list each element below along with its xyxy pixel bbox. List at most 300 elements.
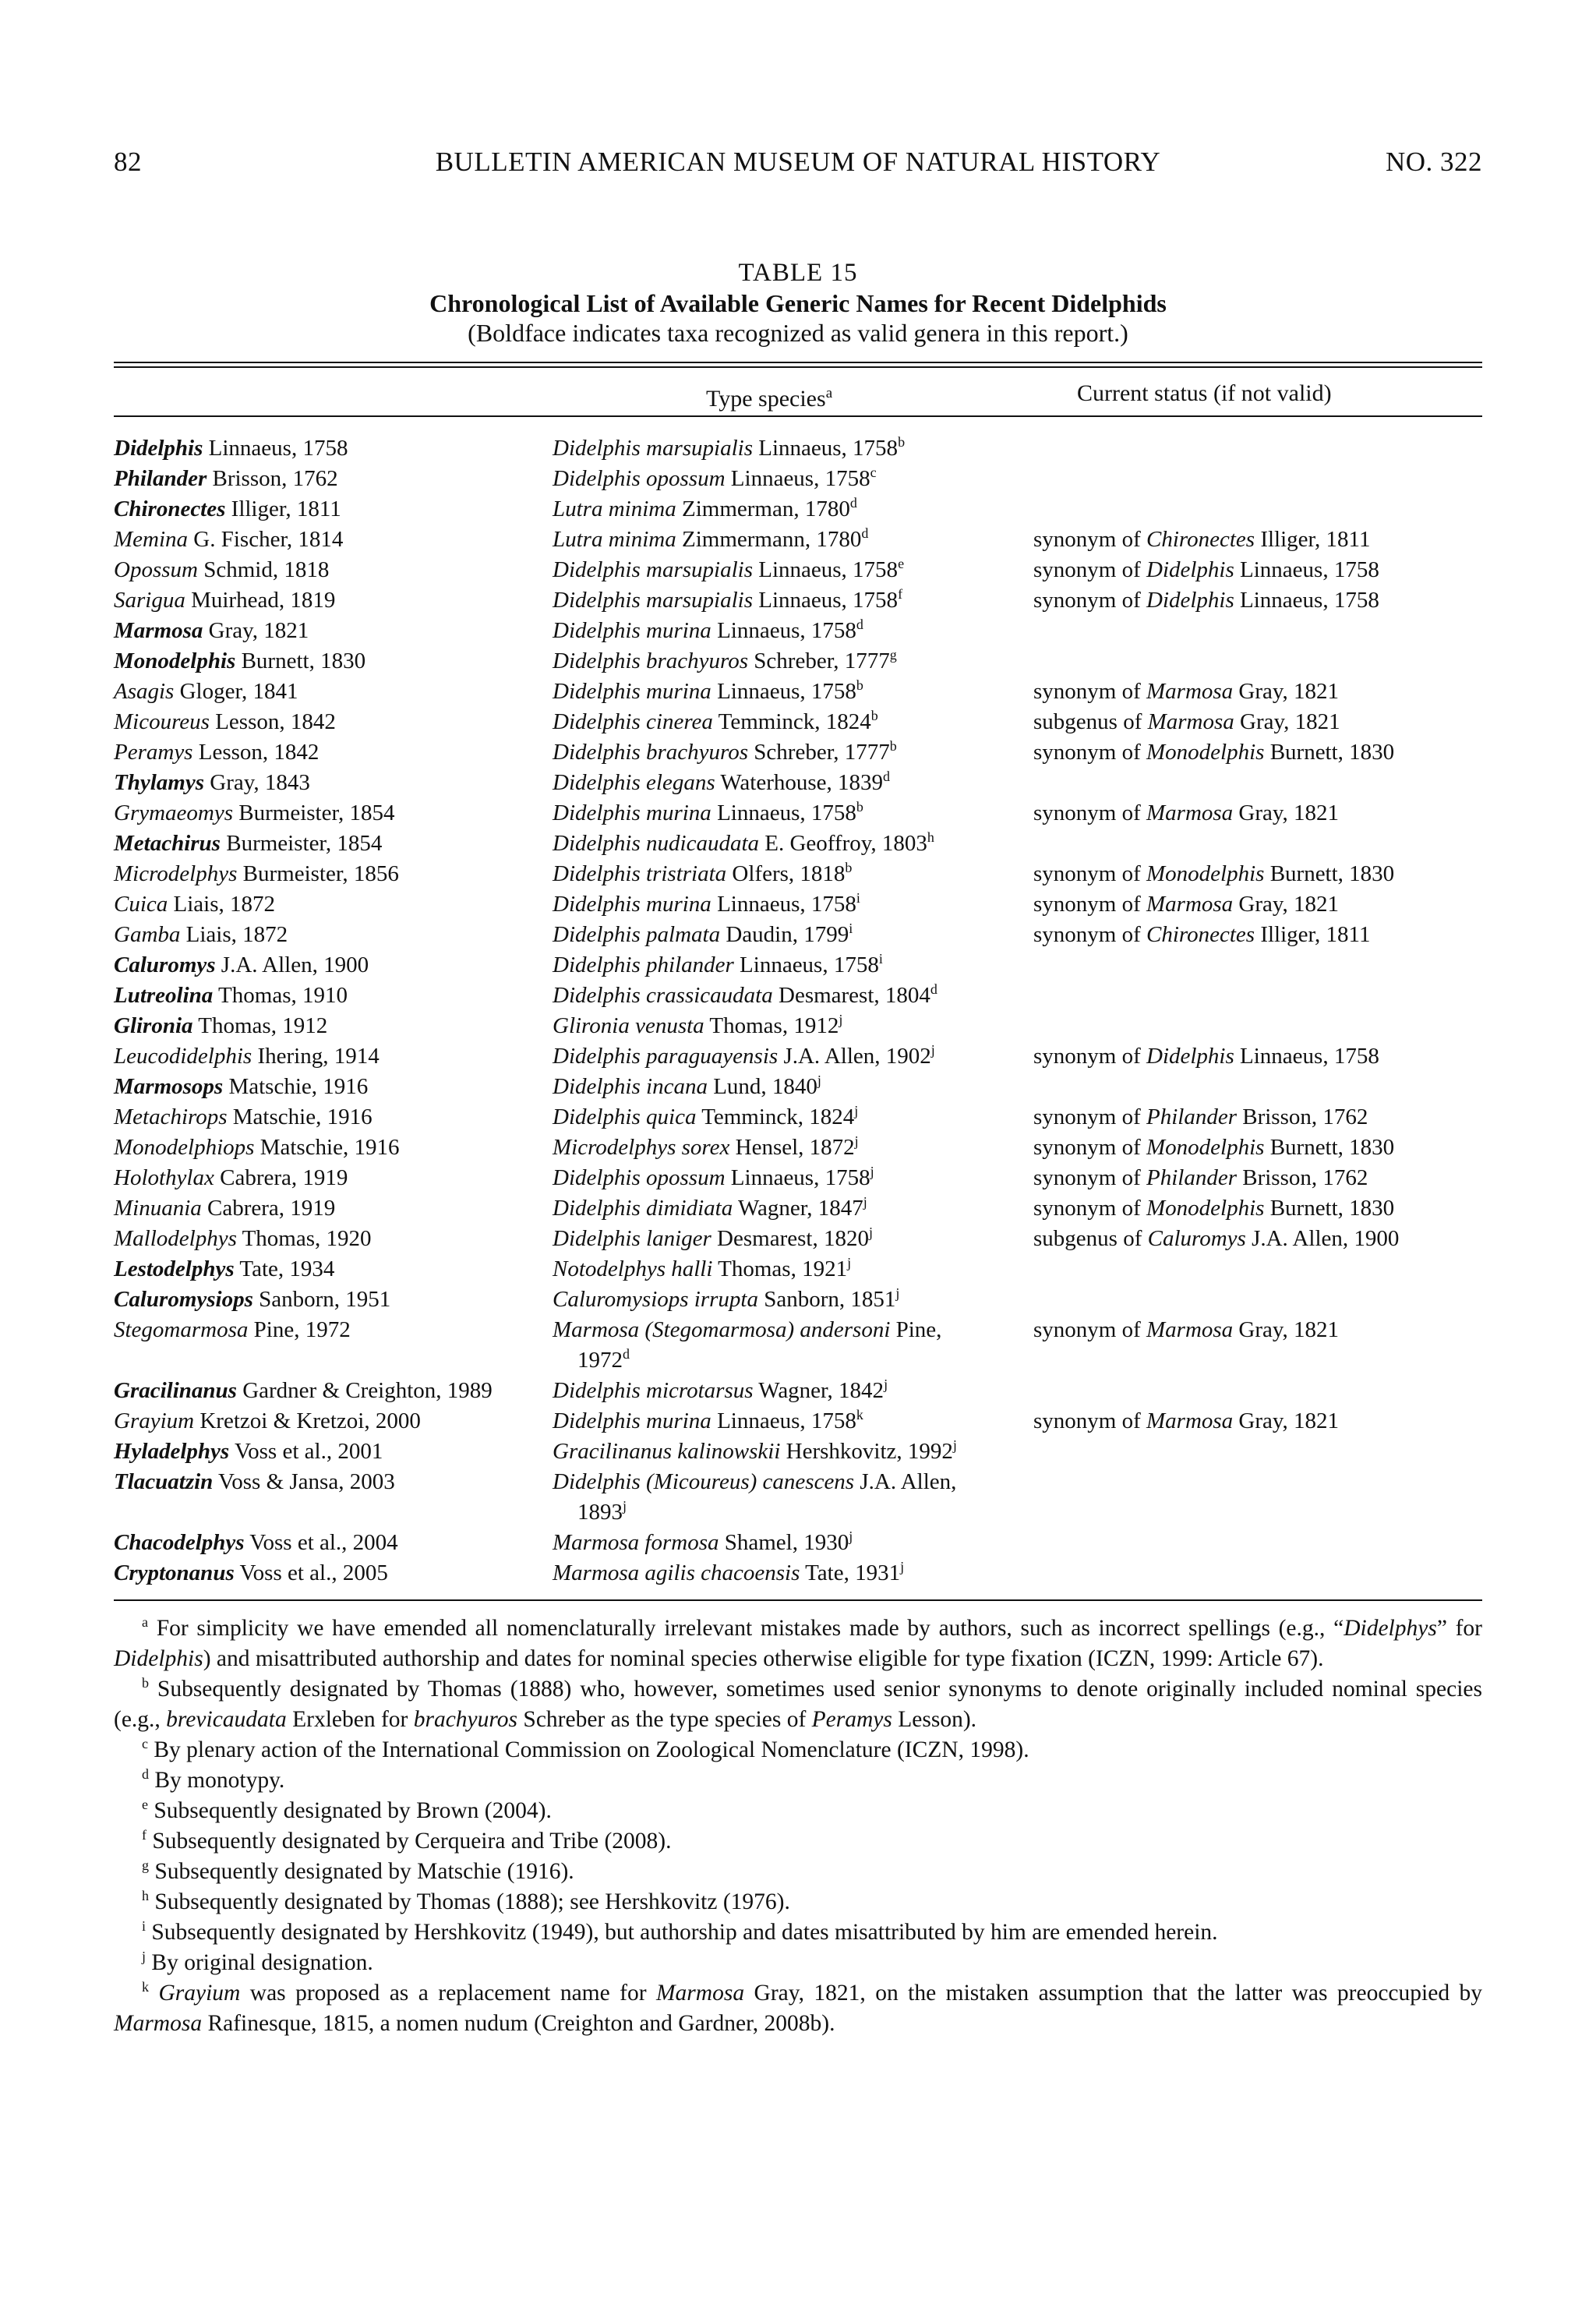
footnote-f: $^f$ Subsequently designated by Cerqueira and Tribe (2008). (142, 1827, 672, 1854)
status-genus: Didelphis (1146, 1044, 1234, 1069)
table-title: Chronological List of Available Generic Names for Recent Didelphids (429, 289, 1167, 317)
type-species-name: Didelphis marsupialis (553, 436, 753, 461)
status-cell (1033, 677, 1482, 707)
type-species-cell (553, 1193, 1033, 1224)
type-species-cell (553, 1528, 1033, 1558)
table-row (114, 1254, 1482, 1285)
footnote-mark: j (623, 1498, 627, 1514)
status-cell (1033, 616, 1482, 646)
genus-name: Opossum (114, 557, 198, 582)
footnote-mark: j (854, 1103, 859, 1119)
type-species-cell (553, 525, 1033, 555)
genus-cell (114, 1011, 553, 1041)
type-species-authority: Wagner, 1842 (758, 1378, 885, 1403)
footnote-i: $^i$ Subsequently designated by Hershkovitz (1949), but authorship and dates misattributed by him are emended herein. (142, 1918, 1218, 1945)
footnote-mark: b (889, 738, 897, 754)
table-caption (114, 257, 1482, 348)
genus-name: Monodelphis (114, 649, 236, 673)
status-cell (1033, 1376, 1482, 1406)
genus-name: Gracilinanus (114, 1378, 237, 1403)
genus-name: Lestodelphys (114, 1256, 235, 1281)
type-species-name: Didelphis marsupialis (553, 557, 753, 582)
footnote-h: $^h$ Subsequently designated by Thomas (1888); see Hershkovitz (1976). (142, 1888, 790, 1914)
genus-authority: Linnaeus, 1758 (208, 436, 348, 461)
genus-cell (114, 1437, 553, 1467)
status-cell (1033, 1133, 1482, 1163)
type-species-authority: Daudin, 1799 (726, 922, 849, 947)
table-row (114, 950, 1482, 981)
table-row (114, 1376, 1482, 1406)
footnote-mark: j (900, 1559, 905, 1575)
genus-authority: Pine, 1972 (253, 1317, 351, 1342)
type-species-name: Didelphis elegans (553, 770, 715, 795)
type-species-name: Didelphis brachyuros (553, 649, 749, 673)
genus-name: Leucodidelphis (114, 1044, 252, 1069)
genus-name: Thylamys (114, 770, 204, 795)
type-species-authority: J.A. Allen, 1902 (783, 1044, 931, 1069)
status-relation: synonym of (1033, 892, 1141, 917)
genus-name: Hyladelphys (114, 1439, 230, 1464)
genus-cell (114, 1072, 553, 1102)
table-row (114, 798, 1482, 829)
genus-authority: Lesson, 1842 (198, 740, 320, 765)
type-species-authority: Linnaeus, 1758 (730, 466, 870, 491)
genus-authority: Matschie, 1916 (260, 1135, 400, 1160)
type-species-cell (553, 1163, 1033, 1193)
genus-authority: Cabrera, 1919 (220, 1165, 348, 1190)
status-authority: Linnaeus, 1758 (1240, 557, 1379, 582)
table-subtitle: (Boldface indicates taxa recognized as valid genera in this report.) (468, 319, 1128, 347)
genus-cell (114, 1133, 553, 1163)
table-row (114, 646, 1482, 677)
status-cell (1033, 1011, 1482, 1041)
footnote-g: $^g$ Subsequently designated by Matschie (1916). (142, 1857, 574, 1884)
status-authority: Linnaeus, 1758 (1240, 588, 1379, 613)
table-row (114, 1133, 1482, 1163)
status-cell (1033, 1224, 1482, 1254)
type-species-cell (553, 859, 1033, 889)
type-species-authority: Desmarest, 1804 (779, 983, 930, 1008)
footnote-mark: j (952, 1437, 957, 1453)
genus-name: Asagis (114, 679, 175, 704)
status-relation: synonym of (1033, 922, 1141, 947)
type-species-cell (553, 1558, 1033, 1589)
status-genus: Chironectes (1146, 922, 1255, 947)
type-species-cell (553, 981, 1033, 1011)
type-species-authority: Olfers, 1818 (732, 861, 846, 886)
table-row (114, 494, 1482, 525)
journal-title: BULLETIN AMERICAN MUSEUM OF NATURAL HISTORY (435, 147, 1161, 177)
status-authority: Burnett, 1830 (1269, 1135, 1395, 1160)
genus-authority: Muirhead, 1819 (191, 588, 336, 613)
genus-cell (114, 1315, 553, 1376)
status-cell (1033, 829, 1482, 859)
type-species-cell (553, 768, 1033, 798)
col-header-status: Current status (if not valid) (1077, 380, 1332, 406)
status-authority: Brisson, 1762 (1242, 1104, 1368, 1129)
table-bottom-rule (114, 1599, 1482, 1601)
type-species-authority: Linnaeus, 1758 (717, 892, 856, 917)
genus-name: Mallodelphys (114, 1226, 237, 1251)
genus-authority: Kretzoi & Kretzoi, 2000 (200, 1408, 421, 1433)
type-species-name: Didelphis opossum (553, 466, 726, 491)
genus-cell (114, 1102, 553, 1133)
footnote-mark: b (898, 434, 906, 450)
status-cell (1033, 768, 1482, 798)
footnote-mark: i (849, 921, 853, 936)
table-row (114, 859, 1482, 889)
type-species-continuation (553, 1345, 1022, 1376)
type-species-name: Didelphis incana (553, 1074, 708, 1099)
type-species-authority: Linnaeus, 1758 (730, 1165, 870, 1190)
status-cell (1033, 1041, 1482, 1072)
status-cell (1033, 1467, 1482, 1528)
status-genus: Philander (1146, 1104, 1237, 1129)
type-species-authority: Linnaeus, 1758 (758, 588, 899, 613)
genus-name: Didelphis (114, 436, 203, 461)
genus-authority: Burmeister, 1856 (242, 861, 399, 886)
genus-authority: Tate, 1934 (239, 1256, 335, 1281)
genus-cell (114, 646, 553, 677)
status-relation: synonym of (1033, 861, 1141, 886)
type-species-name: Lutra minima (553, 527, 676, 552)
footnote-mark: i (856, 890, 860, 906)
footnote-mark: j (930, 1042, 935, 1058)
type-species-cell (553, 889, 1033, 920)
genus-cell (114, 1224, 553, 1254)
footnote-mark: j (839, 1012, 843, 1027)
type-species-name: Didelphis brachyuros (553, 740, 749, 765)
footnote-mark: b (845, 860, 853, 875)
status-authority: Gray, 1821 (1240, 709, 1340, 734)
table-footnotes (114, 1613, 1482, 2039)
type-species-authority: E. Geoffroy, 1803 (764, 831, 927, 856)
type-species-authority: Linnaeus, 1758 (717, 1408, 856, 1433)
genus-cell (114, 1406, 553, 1437)
footnote-mark: d (883, 769, 891, 784)
status-genus: Monodelphis (1146, 861, 1265, 886)
type-species-name: Didelphis dimidiata (553, 1196, 733, 1221)
genus-cell (114, 433, 553, 464)
genus-name: Microdelphys (114, 861, 238, 886)
genus-cell (114, 494, 553, 525)
type-species-cell (553, 1011, 1033, 1041)
status-relation: subgenus of (1033, 1226, 1142, 1251)
type-species-name: Didelphis cinerea (553, 709, 713, 734)
genus-name: Minuania (114, 1196, 202, 1221)
status-cell (1033, 1406, 1482, 1437)
footnote-mark: j (895, 1285, 900, 1301)
type-species-cell (553, 798, 1033, 829)
footnote-mark: d (930, 981, 937, 997)
type-species-cell (553, 950, 1033, 981)
table-row (114, 1163, 1482, 1193)
table-row (114, 433, 1482, 464)
type-species-name: Didelphis (Micoureus) canescens (553, 1469, 855, 1494)
genus-authority: Illiger, 1811 (231, 497, 341, 521)
type-species-name: Didelphis nudicaudata (553, 831, 760, 856)
type-species-cell (553, 1133, 1033, 1163)
status-cell (1033, 1102, 1482, 1133)
status-cell (1033, 798, 1482, 829)
genus-cell (114, 525, 553, 555)
type-species-continuation (553, 1497, 1022, 1528)
genus-name: Metachirus (114, 831, 221, 856)
status-genus: Monodelphis (1146, 1135, 1265, 1160)
type-species-name: Glironia venusta (553, 1013, 704, 1038)
genus-cell (114, 1193, 553, 1224)
footnote-mark: b (870, 708, 878, 723)
type-species-name: Didelphis murina (553, 801, 711, 825)
footnote-mark: j (868, 1225, 873, 1240)
genus-authority: Voss & Jansa, 2003 (218, 1469, 395, 1494)
type-species-cell (553, 1406, 1033, 1437)
footnote-mark: d (856, 617, 863, 632)
status-cell (1033, 1437, 1482, 1467)
table-row (114, 677, 1482, 707)
type-species-name: Caluromysiops irrupta (553, 1287, 758, 1312)
status-genus: Marmosa (1147, 709, 1234, 734)
genus-name: Cryptonanus (114, 1560, 235, 1585)
table-row (114, 1558, 1482, 1589)
status-authority: Gray, 1821 (1238, 1408, 1340, 1433)
table-top-rule (114, 362, 1482, 363)
table-row (114, 1285, 1482, 1315)
genus-authority: Thomas, 1920 (242, 1226, 372, 1251)
status-authority: Gray, 1821 (1238, 1317, 1340, 1342)
type-species-name: Lutra minima (553, 497, 676, 521)
status-authority: J.A. Allen, 1900 (1252, 1226, 1400, 1251)
status-authority: Brisson, 1762 (1242, 1165, 1368, 1190)
type-species-authority: Temminck, 1824 (701, 1104, 855, 1129)
genus-name: Peramys (114, 740, 193, 765)
type-species-authority: Tate, 1931 (805, 1560, 901, 1585)
genus-authority: Liais, 1872 (173, 892, 276, 917)
genus-authority: Gray, 1821 (208, 618, 309, 643)
footnote-c: $^c$ By plenary action of the International Commission on Zoological Nomenclature (ICZN, 1998). (142, 1736, 1029, 1762)
genus-cell (114, 889, 553, 920)
footnote-mark: j (849, 1529, 853, 1544)
status-authority: Illiger, 1811 (1260, 922, 1371, 947)
status-cell (1033, 1315, 1482, 1376)
type-species-authority: Sanborn, 1851 (764, 1287, 896, 1312)
status-genus: Chironectes (1146, 527, 1255, 552)
status-genus: Marmosa (1146, 892, 1234, 917)
genus-cell (114, 555, 553, 585)
genus-cell (114, 1041, 553, 1072)
type-species-authority: Schreber, 1777 (754, 649, 890, 673)
status-relation: synonym of (1033, 1196, 1141, 1221)
footnote-mark: j (884, 1377, 888, 1392)
genus-name: Caluromys (114, 952, 216, 977)
status-authority: Illiger, 1811 (1260, 527, 1371, 552)
genus-name: Grayium (114, 1408, 195, 1433)
running-header (114, 147, 1482, 184)
table-row (114, 585, 1482, 616)
genus-cell (114, 616, 553, 646)
status-relation: synonym of (1033, 588, 1141, 613)
status-cell (1033, 859, 1482, 889)
footnote-d: $^d$ By monotypy. (142, 1766, 285, 1793)
genus-authority: Burmeister, 1854 (226, 831, 383, 856)
status-genus: Caluromys (1147, 1226, 1246, 1251)
status-cell (1033, 585, 1482, 616)
type-species-name: Didelphis philander (553, 952, 734, 977)
status-cell (1033, 1072, 1482, 1102)
status-authority: Burnett, 1830 (1269, 1196, 1395, 1221)
status-cell (1033, 1558, 1482, 1589)
genus-cell (114, 1528, 553, 1558)
type-species-authority: Hensel, 1872 (735, 1135, 855, 1160)
status-genus: Marmosa (1146, 801, 1234, 825)
footnote-mark: b (856, 677, 863, 693)
genus-cell (114, 707, 553, 737)
type-species-cell (553, 1285, 1033, 1315)
genus-cell (114, 1163, 553, 1193)
genus-name: Lutreolina (114, 983, 214, 1008)
status-cell (1033, 737, 1482, 768)
genus-authority: Ihering, 1914 (257, 1044, 380, 1069)
table-row (114, 1528, 1482, 1558)
type-species-cell (553, 1102, 1033, 1133)
type-species-authority: Linnaeus, 1758 (717, 801, 856, 825)
type-species-name: Didelphis tristriata (553, 861, 727, 886)
type-species-authority: Pine, (895, 1317, 942, 1342)
genus-authority: Burnett, 1830 (241, 649, 366, 673)
type-species-cell (553, 585, 1033, 616)
genus-authority: Sanborn, 1951 (259, 1287, 391, 1312)
type-species-year: 1972 (577, 1348, 623, 1373)
status-genus: Philander (1146, 1165, 1237, 1190)
table-row (114, 707, 1482, 737)
type-species-cell (553, 1224, 1033, 1254)
footnote-mark: j (847, 1255, 852, 1271)
type-species-authority: Linnaeus, 1758 (717, 679, 856, 704)
status-cell (1033, 464, 1482, 494)
page-number: 82 (114, 147, 142, 177)
genus-authority: G. Fischer, 1814 (193, 527, 344, 552)
status-relation: synonym of (1033, 527, 1141, 552)
status-authority: Burnett, 1830 (1269, 861, 1395, 886)
table-row (114, 555, 1482, 585)
footnote-mark: e (898, 556, 905, 571)
type-species-name: Didelphis laniger (553, 1226, 711, 1251)
status-cell (1033, 494, 1482, 525)
table-row (114, 1467, 1482, 1528)
type-species-cell (553, 707, 1033, 737)
genus-name: Marmosa (114, 618, 203, 643)
genus-cell (114, 1467, 553, 1528)
genus-authority: Matschie, 1916 (228, 1074, 369, 1099)
genus-name: Micoureus (114, 709, 210, 734)
type-species-authority: Schreber, 1777 (754, 740, 890, 765)
status-relation: subgenus of (1033, 709, 1142, 734)
status-genus: Didelphis (1146, 557, 1234, 582)
status-relation: synonym of (1033, 557, 1141, 582)
status-relation: synonym of (1033, 1165, 1141, 1190)
type-species-cell (553, 829, 1033, 859)
type-species-authority: Desmarest, 1820 (717, 1226, 869, 1251)
table-row (114, 829, 1482, 859)
type-species-year: 1893 (577, 1500, 623, 1525)
table-row (114, 1011, 1482, 1041)
genus-cell (114, 677, 553, 707)
genus-cell (114, 920, 553, 950)
status-cell (1033, 646, 1482, 677)
type-species-authority: Linnaeus, 1758 (758, 557, 899, 582)
genus-cell (114, 1376, 553, 1406)
footnote-mark: d (861, 525, 869, 541)
genus-authority: Gardner & Creighton, 1989 (242, 1378, 493, 1403)
table-row (114, 737, 1482, 768)
type-species-cell (553, 677, 1033, 707)
genera-table-body (114, 433, 1482, 1589)
status-authority: Burnett, 1830 (1269, 740, 1395, 765)
footnote-mark: b (856, 799, 863, 815)
genus-authority: Gray, 1843 (210, 770, 310, 795)
genus-name: Memina (114, 527, 189, 552)
col-header-type-species: Type species$^a$ (706, 385, 833, 412)
status-cell (1033, 981, 1482, 1011)
status-cell (1033, 920, 1482, 950)
type-species-name: Didelphis murina (553, 1408, 711, 1433)
status-genus: Marmosa (1146, 679, 1234, 704)
type-species-name: Didelphis quica (553, 1104, 697, 1129)
genus-authority: Voss et al., 2005 (239, 1560, 388, 1585)
type-species-cell (553, 1437, 1033, 1467)
type-species-cell (553, 1467, 1033, 1528)
type-species-cell (553, 646, 1033, 677)
type-species-name: Didelphis crassicaudata (553, 983, 773, 1008)
status-authority: Gray, 1821 (1238, 892, 1340, 917)
issue-number: NO. 322 (1385, 147, 1482, 177)
status-genus: Monodelphis (1146, 1196, 1265, 1221)
footnote-mark: j (854, 1133, 859, 1149)
status-genus: Monodelphis (1146, 740, 1265, 765)
genus-name: Stegomarmosa (114, 1317, 249, 1342)
status-cell (1033, 950, 1482, 981)
type-species-name: Gracilinanus kalinowskii (553, 1439, 781, 1464)
status-authority: Linnaeus, 1758 (1240, 1044, 1379, 1069)
status-genus: Marmosa (1146, 1317, 1234, 1342)
type-species-authority: Wagner, 1847 (737, 1196, 863, 1221)
genus-name: Philander (114, 466, 207, 491)
type-species-cell (553, 555, 1033, 585)
type-species-cell (553, 920, 1033, 950)
footnote-j: $^j$ By original designation. (142, 1949, 373, 1975)
genus-cell (114, 585, 553, 616)
type-species-authority: Hershkovitz, 1992 (786, 1439, 953, 1464)
genus-authority: J.A. Allen, 1900 (221, 952, 369, 977)
status-genus: Didelphis (1146, 588, 1234, 613)
genus-authority: Lesson, 1842 (215, 709, 336, 734)
footnote-b: $^b$ Subsequently designated by Thomas (1888) who, however, sometimes used senior synonyms to denote originally included nominal species (e.g., brevicaudata Erxleben for brachyuros Schreber as the type species of Peramys Lesson). (114, 1675, 1482, 1732)
table-row (114, 889, 1482, 920)
footnote-mark: d (623, 1346, 630, 1362)
footnote-a: $^a$ For simplicity we have emended all nomenclaturally irrelevant mistakes made by authors, such as incorrect spellings (e.g., “Didelphys” for Didelphis) and misattributed authorship and dates for nominal species otherwise eligible for type fixation (ICZN, 1999: Article 67). (114, 1614, 1482, 1671)
genus-name: Metachirops (114, 1104, 228, 1129)
genus-name: Caluromysiops (114, 1287, 253, 1312)
footnote-mark: d (849, 495, 857, 511)
status-authority: Gray, 1821 (1238, 801, 1340, 825)
type-species-name: Marmosa formosa (553, 1530, 719, 1555)
status-cell (1033, 1528, 1482, 1558)
genus-name: Chacodelphys (114, 1530, 245, 1555)
genus-authority: Cabrera, 1919 (207, 1196, 336, 1221)
type-species-name: Didelphis murina (553, 679, 711, 704)
status-cell (1033, 1193, 1482, 1224)
genus-cell (114, 829, 553, 859)
